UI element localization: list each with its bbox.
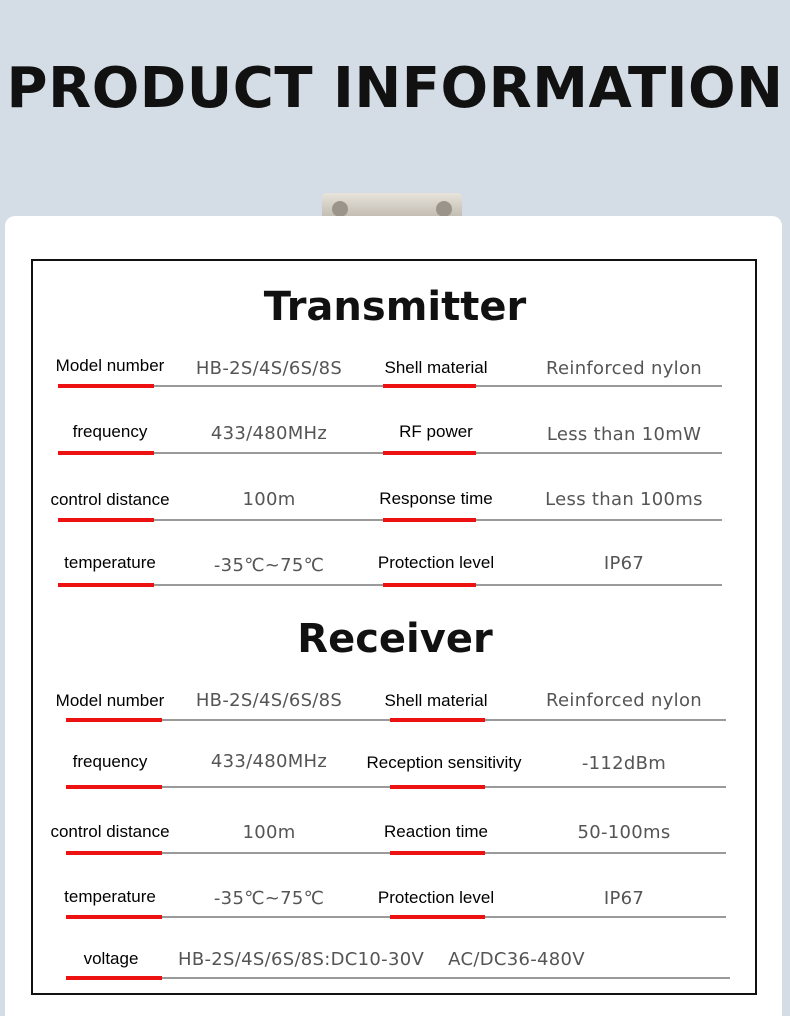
- spec-value: Less than 100ms: [545, 489, 703, 510]
- row-divider: [66, 977, 730, 979]
- label-underline: [390, 915, 485, 919]
- label-underline: [58, 451, 154, 455]
- label-underline: [66, 915, 162, 919]
- spec-label: Shell material: [384, 691, 488, 710]
- spec-label: Shell material: [384, 358, 488, 377]
- label-underline: [383, 384, 476, 388]
- label-underline: [390, 851, 485, 855]
- spec-value: Less than 10mW: [546, 424, 702, 445]
- spec-label: Model number: [55, 356, 165, 375]
- label-underline: [58, 384, 154, 388]
- label-underline: [58, 583, 154, 587]
- spec-value: 433/480MHz: [210, 423, 328, 444]
- page-title: PRODUCT INFORMATION: [6, 56, 784, 121]
- receiver-title: Receiver: [297, 616, 493, 662]
- spec-label: RF power: [399, 422, 473, 441]
- label-underline: [66, 785, 162, 789]
- spec-value: 100m: [242, 822, 296, 843]
- spec-label: Reception sensitivity: [366, 753, 522, 772]
- spec-label: Protection level: [377, 553, 495, 572]
- spec-label: frequency: [72, 752, 148, 771]
- spec-label: temperature: [64, 553, 156, 572]
- label-underline: [383, 583, 476, 587]
- spec-value: HB-2S/4S/6S/8S: [195, 358, 343, 379]
- spec-value: -112dBm: [581, 753, 667, 774]
- spec-label: control distance: [50, 490, 170, 509]
- spec-value: Reinforced nylon: [546, 358, 702, 379]
- label-underline: [390, 718, 485, 722]
- spec-label: control distance: [50, 822, 170, 841]
- label-underline: [66, 976, 162, 980]
- voltage-value: HB-2S/4S/6S/8S:DC10-30V AC/DC36-480V: [178, 949, 585, 970]
- spec-label: Model number: [55, 691, 165, 710]
- spec-label: temperature: [64, 887, 156, 906]
- transmitter-title: Transmitter: [263, 284, 527, 330]
- spec-value: IP67: [603, 888, 645, 909]
- spec-label: Reaction time: [384, 822, 488, 841]
- spec-label: frequency: [72, 422, 148, 441]
- spec-value: -35℃~75℃: [213, 555, 325, 576]
- label-underline: [390, 785, 485, 789]
- spec-value: Reinforced nylon: [546, 690, 702, 711]
- spec-value: -35℃~75℃: [213, 888, 325, 909]
- label-underline: [66, 851, 162, 855]
- label-underline: [383, 451, 476, 455]
- label-underline: [66, 718, 162, 722]
- spec-value: IP67: [603, 553, 645, 574]
- spec-value: 100m: [242, 489, 296, 510]
- spec-value: 433/480MHz: [210, 751, 328, 772]
- label-underline: [58, 518, 154, 522]
- spec-label: Protection level: [377, 888, 495, 907]
- spec-label: Response time: [379, 489, 493, 508]
- spec-value: 50-100ms: [577, 822, 671, 843]
- voltage-label: voltage: [83, 949, 139, 968]
- label-underline: [383, 518, 476, 522]
- spec-value: HB-2S/4S/6S/8S: [195, 690, 343, 711]
